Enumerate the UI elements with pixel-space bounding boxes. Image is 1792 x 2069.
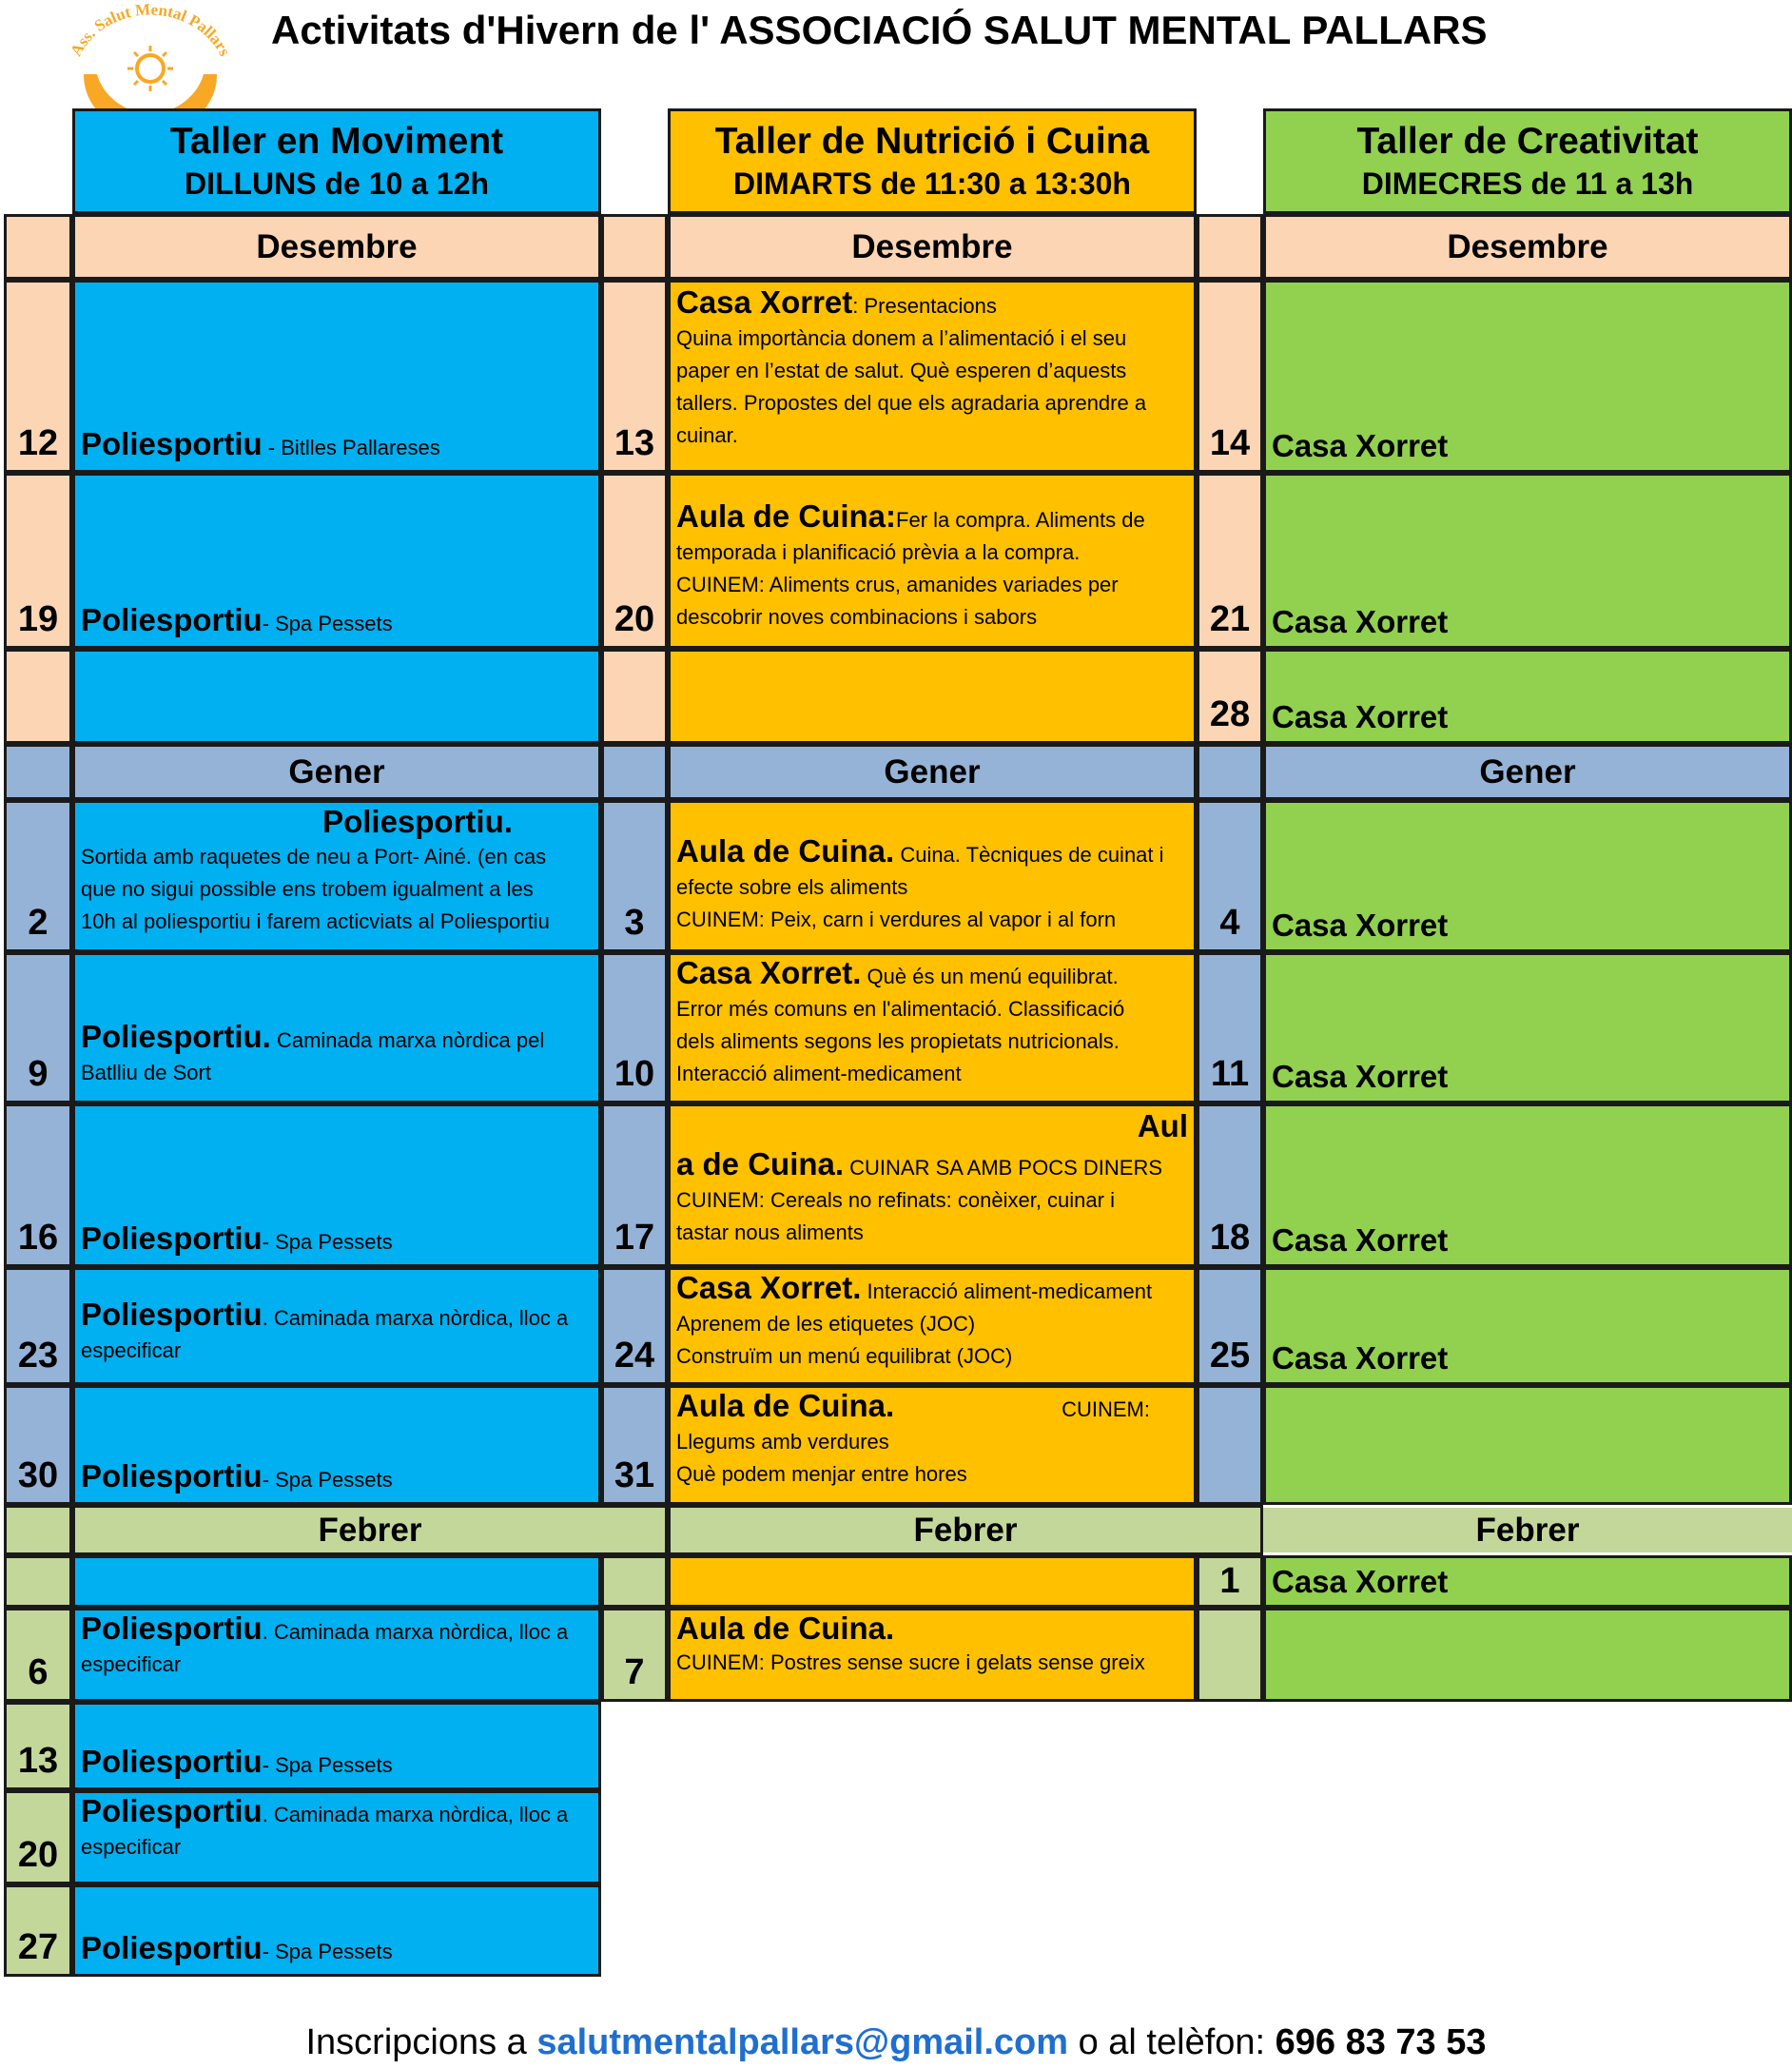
day-number: 4	[1197, 800, 1263, 952]
activity-line: Quina importància donem a l’alimentació i el seu	[676, 326, 1127, 350]
day-number: 28	[1197, 649, 1263, 744]
footer-email-link[interactable]: salutmentalpallars@gmail.com	[536, 2022, 1069, 2062]
day-number: 21	[1197, 473, 1263, 649]
activity-creativitat-d25: Casa Xorret	[1263, 1267, 1792, 1385]
activity-line: 10h al poliesportiu i farem acticviats al Poliesportiu	[81, 909, 550, 933]
activity-place: Aula de Cuina.	[676, 1610, 895, 1646]
empty-day-cell	[601, 1555, 668, 1608]
activity-creativitat-d28: Casa Xorret	[1263, 649, 1792, 744]
day-number: 23	[4, 1267, 72, 1385]
day-number: 13	[4, 1702, 72, 1790]
column-header-creativitat	[1263, 108, 1792, 214]
activity-line: tallers. Propostes del que els agradaria aprendre a	[676, 391, 1147, 415]
activity-place: Poliesportiu	[81, 1930, 263, 1965]
activity-place: Poliesportiu	[81, 426, 263, 461]
activity-detail: Interacció aliment-medicament	[861, 1279, 1153, 1303]
activity-place: Casa Xorret.	[676, 1270, 862, 1305]
activity-detail: - Spa Pessets	[262, 1230, 393, 1254]
day-number: 13	[601, 280, 668, 473]
activity-line: Sortida amb raquetes de neu a Port- Ainé. (en cas	[81, 845, 547, 869]
activity-place: Poliesportiu	[81, 1220, 263, 1256]
activity-detail: Fer la compra. Aliments de	[896, 508, 1145, 532]
activity-moviment-d13	[72, 1702, 601, 1790]
empty-day-cell	[4, 1555, 72, 1608]
day-number: 31	[601, 1385, 668, 1505]
day-number: 25	[1197, 1267, 1263, 1385]
month-label-febrer: Febrer	[72, 1505, 668, 1555]
activity-line: efecte sobre els aliments	[676, 875, 908, 899]
activity-nutricio-d24	[668, 1267, 1197, 1385]
moviment-title: Taller en Moviment	[169, 120, 504, 162]
day-number: 16	[4, 1103, 72, 1267]
activity-line: especificar	[81, 1835, 182, 1859]
activity-nutricio-d13	[668, 280, 1197, 473]
month-num-spacer	[601, 744, 668, 800]
column-header-nutricio	[668, 108, 1197, 214]
day-number: 9	[4, 952, 72, 1103]
day-number: 6	[4, 1608, 72, 1702]
activity-line: Batlliu de Sort	[81, 1061, 211, 1084]
activity-place: Aul	[1137, 1108, 1188, 1143]
activity-place: Casa Xorret	[676, 284, 853, 320]
activity-detail: Què és un menú equilibrat.	[861, 965, 1119, 988]
activity-place: Poliesportiu	[81, 1458, 263, 1493]
activity-nutricio-d3	[668, 800, 1197, 952]
activity-moviment-d20	[72, 1790, 601, 1884]
month-label-desembre: Desembre	[1263, 214, 1792, 280]
day-number: 1	[1197, 1555, 1263, 1608]
empty-activity-cell	[668, 649, 1197, 744]
footer-contact	[0, 2017, 1792, 2069]
activity-line: Aprenem de les etiquetes (JOC)	[676, 1312, 976, 1336]
activity-line: especificar	[81, 1652, 182, 1676]
day-number: 24	[601, 1267, 668, 1385]
activity-detail: . Caminada marxa nòrdica, lloc a	[262, 1620, 569, 1644]
activity-creativitat-d4: Casa Xorret	[1263, 800, 1792, 952]
activity-line: descobrir noves combinacions i sabors	[676, 605, 1038, 629]
activity-nutricio-d31	[668, 1385, 1197, 1505]
activity-detail: - Spa Pessets	[262, 1753, 393, 1777]
month-num-spacer	[601, 214, 668, 280]
day-number: 17	[601, 1103, 668, 1267]
activity-detail: . Caminada marxa nòrdica, lloc a	[262, 1306, 569, 1330]
activity-moviment-d30	[72, 1385, 601, 1505]
month-num-spacer	[1197, 744, 1263, 800]
activity-line: paper en l’estat de salut. Què esperen d’aquests	[676, 359, 1127, 382]
page-title: Activitats d'Hivern de l' ASSOCIACIÓ SALUT MENTAL PALLARS	[271, 8, 1488, 52]
activity-place: Poliesportiu	[81, 1297, 263, 1332]
activity-place: Poliesportiu	[81, 1793, 263, 1828]
activity-line: CUINEM: Aliments crus, amanides variades per	[676, 573, 1119, 596]
activity-detail: - Bitlles Pallareses	[262, 436, 440, 459]
activity-nutricio-d7	[668, 1608, 1197, 1702]
activity-place: Casa Xorret.	[676, 955, 862, 990]
activity-detail: Cuina. Tècniques de cuinat i	[894, 843, 1164, 867]
activity-creativitat-d11: Casa Xorret	[1263, 952, 1792, 1103]
footer-middle: o al telèfon:	[1068, 2022, 1276, 2062]
activity-nutricio-d10	[668, 952, 1197, 1103]
nutricio-subtitle: DIMARTS de 11:30 a 13:30h	[733, 166, 1131, 201]
activity-moviment-d12	[72, 280, 601, 473]
footer-phone: 696 83 73 53	[1275, 2022, 1487, 2062]
month-num-spacer	[4, 214, 72, 280]
day-number: 18	[1197, 1103, 1263, 1267]
month-label-febrer: Febrer	[1263, 1508, 1792, 1552]
month-label-gener: Gener	[668, 744, 1197, 800]
activity-detail: - Spa Pessets	[262, 1940, 393, 1963]
moviment-subtitle: DILLUNS de 10 a 12h	[184, 166, 490, 201]
empty-day-cell	[1197, 1385, 1263, 1505]
activity-line: Llegums amb verdures	[676, 1430, 889, 1454]
empty-activity-cell	[72, 649, 601, 744]
day-number: 11	[1197, 952, 1263, 1103]
activity-moviment-d23	[72, 1267, 601, 1385]
day-number: 2	[4, 800, 72, 952]
empty-day-cell	[1197, 1608, 1263, 1702]
month-label-gener: Gener	[1263, 744, 1792, 800]
activity-line: Construïm un menú equilibrat (JOC)	[676, 1344, 1013, 1368]
activity-detail: - Spa Pessets	[262, 1468, 393, 1492]
day-number: 19	[4, 473, 72, 649]
activity-place: Poliesportiu	[81, 602, 263, 637]
activity-line: que no sigui possible ens trobem igualment a les	[81, 877, 534, 901]
day-number: 7	[601, 1608, 668, 1702]
empty-activity-cell	[1263, 1608, 1792, 1702]
activity-line: Error més comuns en l'alimentació. Classificació	[676, 997, 1125, 1021]
activity-creativitat-d21: Casa Xorret	[1263, 473, 1792, 649]
activity-detail: CUINEM:	[1062, 1397, 1150, 1421]
activity-place: Poliesportiu	[81, 1610, 263, 1646]
activity-place: Poliesportiu.	[322, 804, 513, 839]
column-header-moviment	[72, 108, 601, 214]
activity-place: Aula de Cuina:	[676, 498, 897, 534]
activity-detail: - Spa Pessets	[262, 612, 393, 635]
day-number: 27	[4, 1884, 72, 1977]
activity-nutricio-d20	[668, 473, 1197, 649]
activity-moviment-d6	[72, 1608, 601, 1702]
empty-activity-cell	[72, 1555, 601, 1608]
activity-detail: Caminada marxa nòrdica pel	[270, 1028, 545, 1052]
footer-prefix: Inscripcions a	[305, 2022, 537, 2062]
activity-moviment-d2	[72, 800, 601, 952]
activity-line: CUINEM: Cereals no refinats: conèixer, cuinar i	[676, 1188, 1115, 1212]
activity-line: dels aliments segons les propietats nutricionals.	[676, 1029, 1120, 1053]
month-num-spacer	[1197, 214, 1263, 280]
day-number: 3	[601, 800, 668, 952]
month-label-gener: Gener	[72, 744, 601, 800]
activity-line: CUINEM: Peix, carn i verdures al vapor i al forn	[676, 908, 1117, 931]
activity-line: tastar nous aliments	[676, 1220, 864, 1244]
activity-place: a de Cuina.	[676, 1146, 845, 1181]
activity-creativitat-d1: Casa Xorret	[1263, 1555, 1792, 1608]
activity-line: especificar	[81, 1338, 182, 1362]
activity-detail: . Caminada marxa nòrdica, lloc a	[262, 1803, 569, 1826]
activity-moviment-d27	[72, 1884, 601, 1977]
empty-day-cell	[4, 649, 72, 744]
activity-line: temporada i planificació prèvia a la compra.	[676, 540, 1081, 564]
month-label-desembre: Desembre	[668, 214, 1197, 280]
nutricio-title: Taller de Nutrició i Cuina	[714, 120, 1150, 162]
empty-activity-cell	[668, 1555, 1197, 1608]
month-num-spacer	[4, 1505, 72, 1555]
activity-creativitat-d18: Casa Xorret	[1263, 1103, 1792, 1267]
creativitat-title: Taller de Creativitat	[1356, 120, 1699, 162]
day-number: 14	[1197, 280, 1263, 473]
activity-line: cuinar.	[676, 423, 738, 447]
day-number: 20	[4, 1790, 72, 1884]
activity-detail: : Presentacions	[852, 294, 997, 318]
activity-nutricio-d17	[668, 1103, 1197, 1267]
activity-line: Què podem menjar entre hores	[676, 1462, 967, 1486]
activity-place: Aula de Cuina.	[676, 1388, 895, 1423]
activity-place: Aula de Cuina.	[676, 833, 895, 869]
day-number: 10	[601, 952, 668, 1103]
activity-detail: CUINAR SA AMB POCS DINERS	[844, 1156, 1163, 1180]
activity-place: Poliesportiu	[81, 1744, 263, 1779]
activity-line: CUINEM: Postres sense sucre i gelats sense greix	[676, 1650, 1145, 1674]
month-label-febrer: Febrer	[668, 1505, 1263, 1555]
month-label-desembre: Desembre	[72, 214, 601, 280]
activity-moviment-d9	[72, 952, 601, 1103]
day-number: 30	[4, 1385, 72, 1505]
activity-place: Poliesportiu.	[81, 1019, 271, 1054]
day-number: 12	[4, 280, 72, 473]
activity-moviment-d16	[72, 1103, 601, 1267]
empty-day-cell	[601, 649, 668, 744]
activity-line: Interacció aliment-medicament	[676, 1062, 962, 1085]
activity-moviment-d19	[72, 473, 601, 649]
activity-creativitat-d14: Casa Xorret	[1263, 280, 1792, 473]
empty-activity-cell	[1263, 1385, 1792, 1505]
day-number: 20	[601, 473, 668, 649]
creativitat-subtitle: DIMECRES de 11 a 13h	[1361, 166, 1694, 201]
svg-text:Ass. Salut Mental Pallars: Ass. Salut Mental Pallars	[67, 0, 235, 60]
month-num-spacer	[4, 744, 72, 800]
